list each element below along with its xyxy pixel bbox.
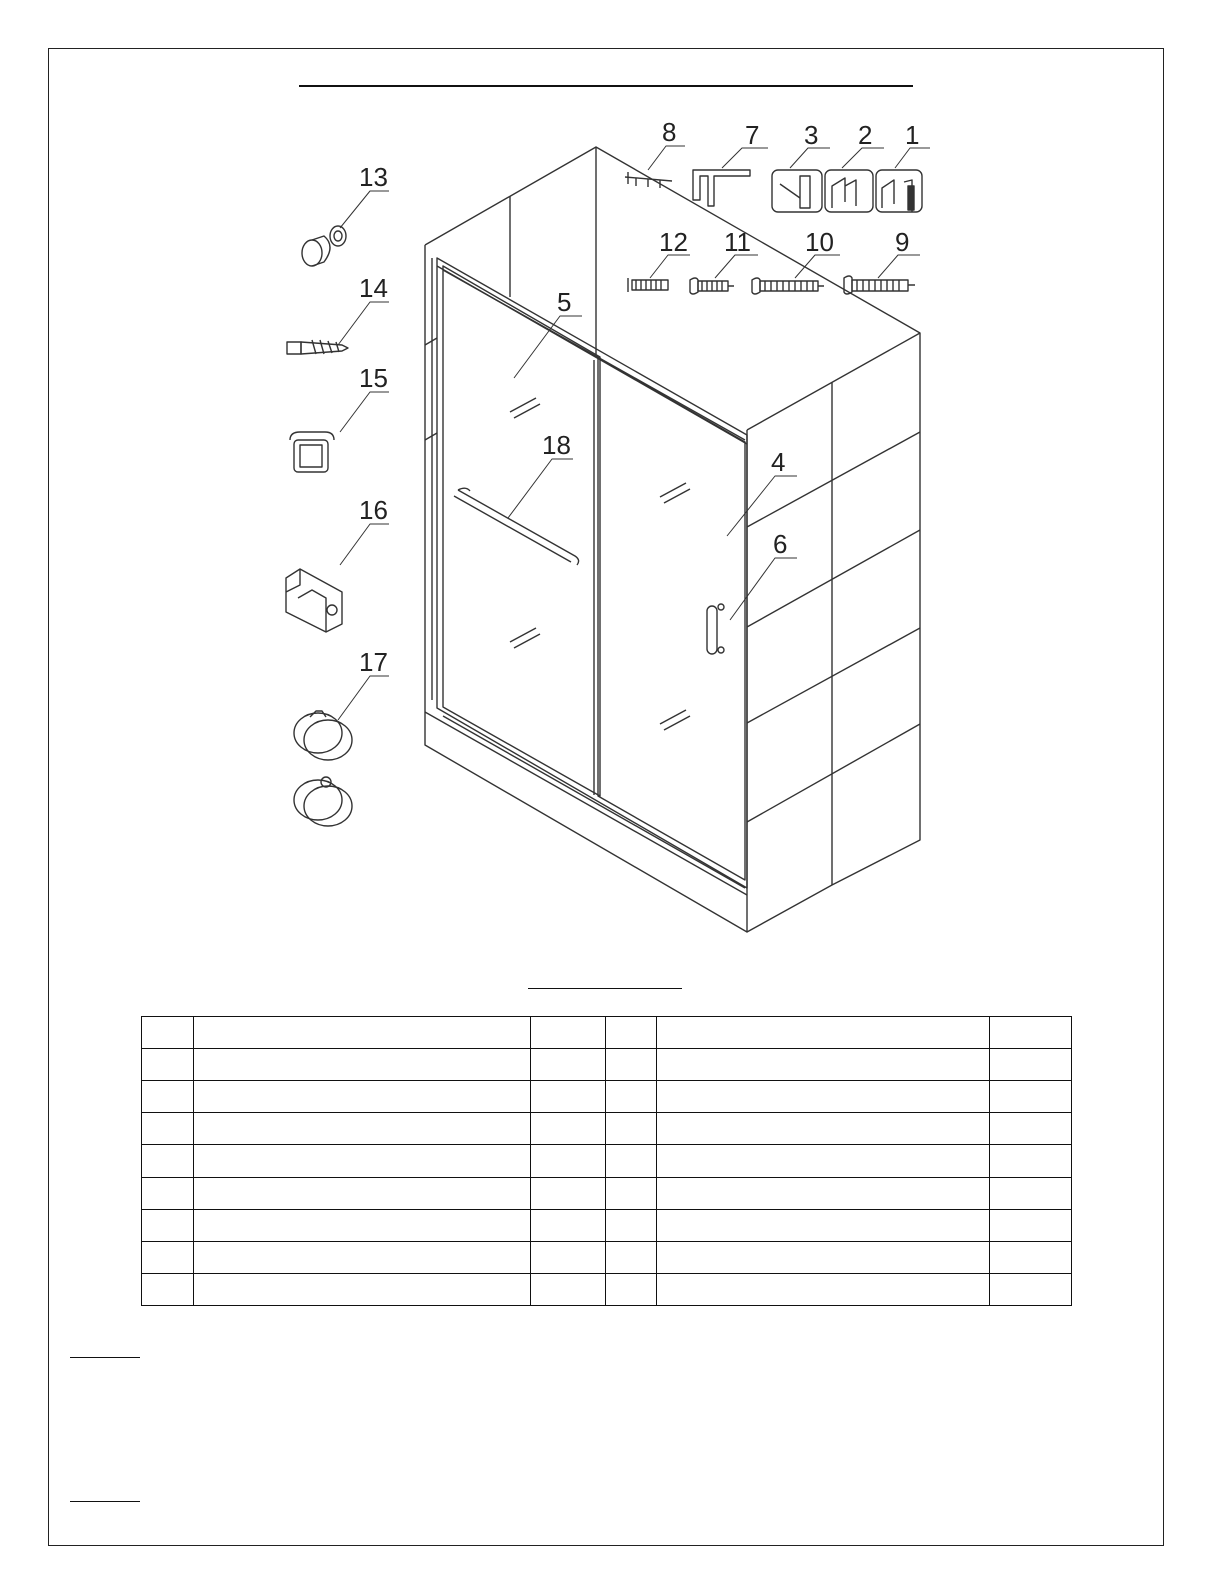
table-cell — [142, 1241, 194, 1273]
table-cell — [606, 1177, 657, 1209]
part-15-seal — [290, 432, 334, 472]
part-3-profile — [772, 170, 822, 212]
table-cell — [531, 1113, 606, 1145]
table-cell — [194, 1049, 531, 1081]
table-cell — [142, 1209, 194, 1241]
table-cell — [657, 1209, 990, 1241]
callout-9: 9 — [895, 227, 910, 257]
table-row — [142, 1177, 1072, 1209]
leader-lines — [338, 146, 930, 720]
callout-13: 13 — [359, 162, 388, 192]
part-16-block — [286, 569, 342, 632]
callout-16: 16 — [359, 495, 388, 525]
table-cell — [606, 1081, 657, 1113]
towel-bar — [454, 488, 579, 565]
table-row — [142, 1081, 1072, 1113]
table-cell — [531, 1049, 606, 1081]
table-cell — [194, 1113, 531, 1145]
table-cell — [194, 1273, 531, 1305]
table-title-underline — [528, 988, 682, 989]
note-underline-2 — [70, 1501, 140, 1502]
callout-2: 2 — [858, 120, 873, 150]
table-cell — [990, 1145, 1072, 1177]
table-cell — [142, 1113, 194, 1145]
screw-11 — [690, 278, 734, 294]
part-13-cap — [302, 226, 346, 266]
callout-17: 17 — [359, 647, 388, 677]
table-cell — [142, 1177, 194, 1209]
callout-3: 3 — [804, 120, 819, 150]
table-row — [142, 1113, 1072, 1145]
table-cell — [657, 1145, 990, 1177]
table-cell — [990, 1177, 1072, 1209]
callout-12: 12 — [659, 227, 688, 257]
table-cell — [142, 1017, 194, 1049]
callout-10: 10 — [805, 227, 834, 257]
table-cell — [990, 1081, 1072, 1113]
callout-5: 5 — [557, 287, 572, 317]
part-17-rollers — [294, 711, 352, 826]
table-cell — [657, 1113, 990, 1145]
sliding-door-panels — [432, 258, 747, 888]
table-cell — [142, 1273, 194, 1305]
callout-15: 15 — [359, 363, 388, 393]
table-cell — [606, 1273, 657, 1305]
table-cell — [531, 1177, 606, 1209]
table-cell — [657, 1241, 990, 1273]
table-cell — [657, 1049, 990, 1081]
table-cell — [606, 1049, 657, 1081]
enclosure-walls — [425, 147, 920, 932]
table-cell — [194, 1177, 531, 1209]
table-cell — [606, 1241, 657, 1273]
table-cell — [657, 1081, 990, 1113]
callout-7: 7 — [745, 120, 760, 150]
table-cell — [142, 1145, 194, 1177]
table-cell — [194, 1017, 531, 1049]
table-row — [142, 1145, 1072, 1177]
table-cell — [531, 1273, 606, 1305]
part-2-profile — [825, 170, 873, 212]
callout-8: 8 — [662, 117, 677, 147]
parts-table-body — [142, 1017, 1072, 1306]
table-cell — [142, 1081, 194, 1113]
table-cell — [194, 1145, 531, 1177]
table-cell — [531, 1017, 606, 1049]
table-row — [142, 1241, 1072, 1273]
table-row — [142, 1017, 1072, 1049]
table-cell — [657, 1177, 990, 1209]
table-cell — [990, 1241, 1072, 1273]
table-cell — [990, 1273, 1072, 1305]
callout-14: 14 — [359, 273, 388, 303]
note-underline-1 — [70, 1357, 140, 1358]
table-cell — [657, 1017, 990, 1049]
callout-6: 6 — [773, 529, 788, 559]
part-7-clip — [693, 170, 750, 206]
table-cell — [990, 1113, 1072, 1145]
table-cell — [990, 1209, 1072, 1241]
table-cell — [142, 1049, 194, 1081]
table-row — [142, 1273, 1072, 1305]
screw-9 — [844, 276, 915, 294]
table-cell — [990, 1049, 1072, 1081]
table-cell — [194, 1241, 531, 1273]
table-cell — [606, 1113, 657, 1145]
table-row — [142, 1209, 1072, 1241]
table-row — [142, 1049, 1072, 1081]
table-cell — [606, 1017, 657, 1049]
table-cell — [657, 1273, 990, 1305]
table-cell — [531, 1241, 606, 1273]
table-cell — [990, 1017, 1072, 1049]
table-cell — [194, 1081, 531, 1113]
table-cell — [194, 1209, 531, 1241]
table-cell — [531, 1209, 606, 1241]
callout-11: 11 — [724, 227, 751, 257]
part-1-profile — [876, 170, 922, 212]
parts-list-table — [141, 1016, 1072, 1306]
callout-18: 18 — [542, 430, 571, 460]
callout-1: 1 — [905, 120, 920, 150]
table-cell — [606, 1209, 657, 1241]
table-cell — [531, 1145, 606, 1177]
screw-10 — [752, 278, 824, 294]
screw-12 — [628, 278, 668, 292]
table-cell — [606, 1145, 657, 1177]
part-14-anchor — [287, 340, 348, 354]
table-cell — [531, 1081, 606, 1113]
part-8-hanger — [625, 172, 672, 188]
door-handle — [707, 604, 724, 654]
callout-4: 4 — [771, 447, 786, 477]
